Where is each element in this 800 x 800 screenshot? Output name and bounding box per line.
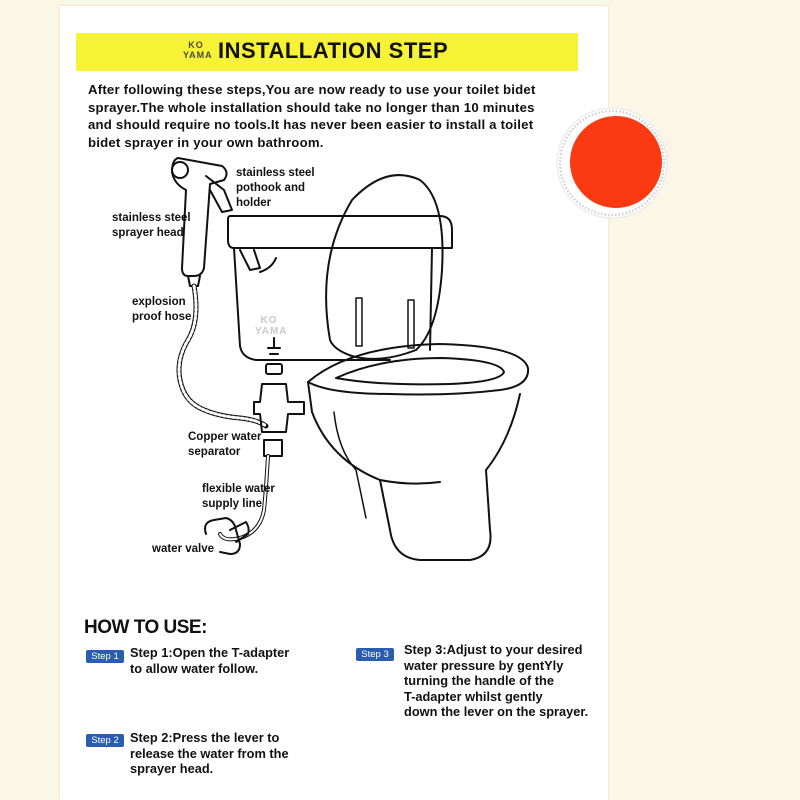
step-1-text: Step 1:Open the T-adapter to allow water follow. (130, 645, 290, 676)
page-title: INSTALLATION STEP (218, 38, 449, 63)
hose-shape (179, 286, 266, 426)
label-pothook: stainless steel pothook and holder (236, 167, 315, 209)
label-supply-line: flexible water supply line (202, 483, 275, 510)
label-hose: explosion proof hose (132, 296, 192, 323)
step-2-text: Step 2:Press the lever to release the water from the sprayer head. (130, 730, 289, 776)
how-to-use-heading: HOW TO USE: (84, 617, 207, 638)
step-3-badge: Step 3 (356, 648, 394, 661)
watermark: KO YAMA (255, 315, 288, 337)
step-2-badge: Step 2 (86, 734, 124, 747)
step-3-text: Step 3:Adjust to your desired water pressure by gentYly turning the handle of the T-adapter whilst gently down the lever on the sprayer. (404, 642, 589, 719)
seal-icon (556, 107, 668, 219)
step-1-badge: Step 1 (86, 650, 124, 663)
brand-logo: KO YAMA (183, 40, 213, 60)
tank-shape (228, 216, 452, 248)
lid-shape (326, 175, 442, 359)
label-separator: Copper water separator (188, 431, 262, 458)
bowl-body-shape (308, 382, 520, 560)
label-water-valve: water valve (152, 543, 215, 555)
label-sprayer-head: stainless steel sprayer head (112, 212, 191, 239)
intro-paragraph: After following these steps,You are now ready to use your toilet bidet sprayer.The whole installation should take no longer than 10 minutes and should require no tools.It has never been easier to install a toilet bidet sprayer in your own bathroom. (88, 82, 536, 150)
seal-sticker (556, 107, 668, 219)
separator-shape (254, 384, 304, 432)
seal-disc (570, 116, 662, 208)
